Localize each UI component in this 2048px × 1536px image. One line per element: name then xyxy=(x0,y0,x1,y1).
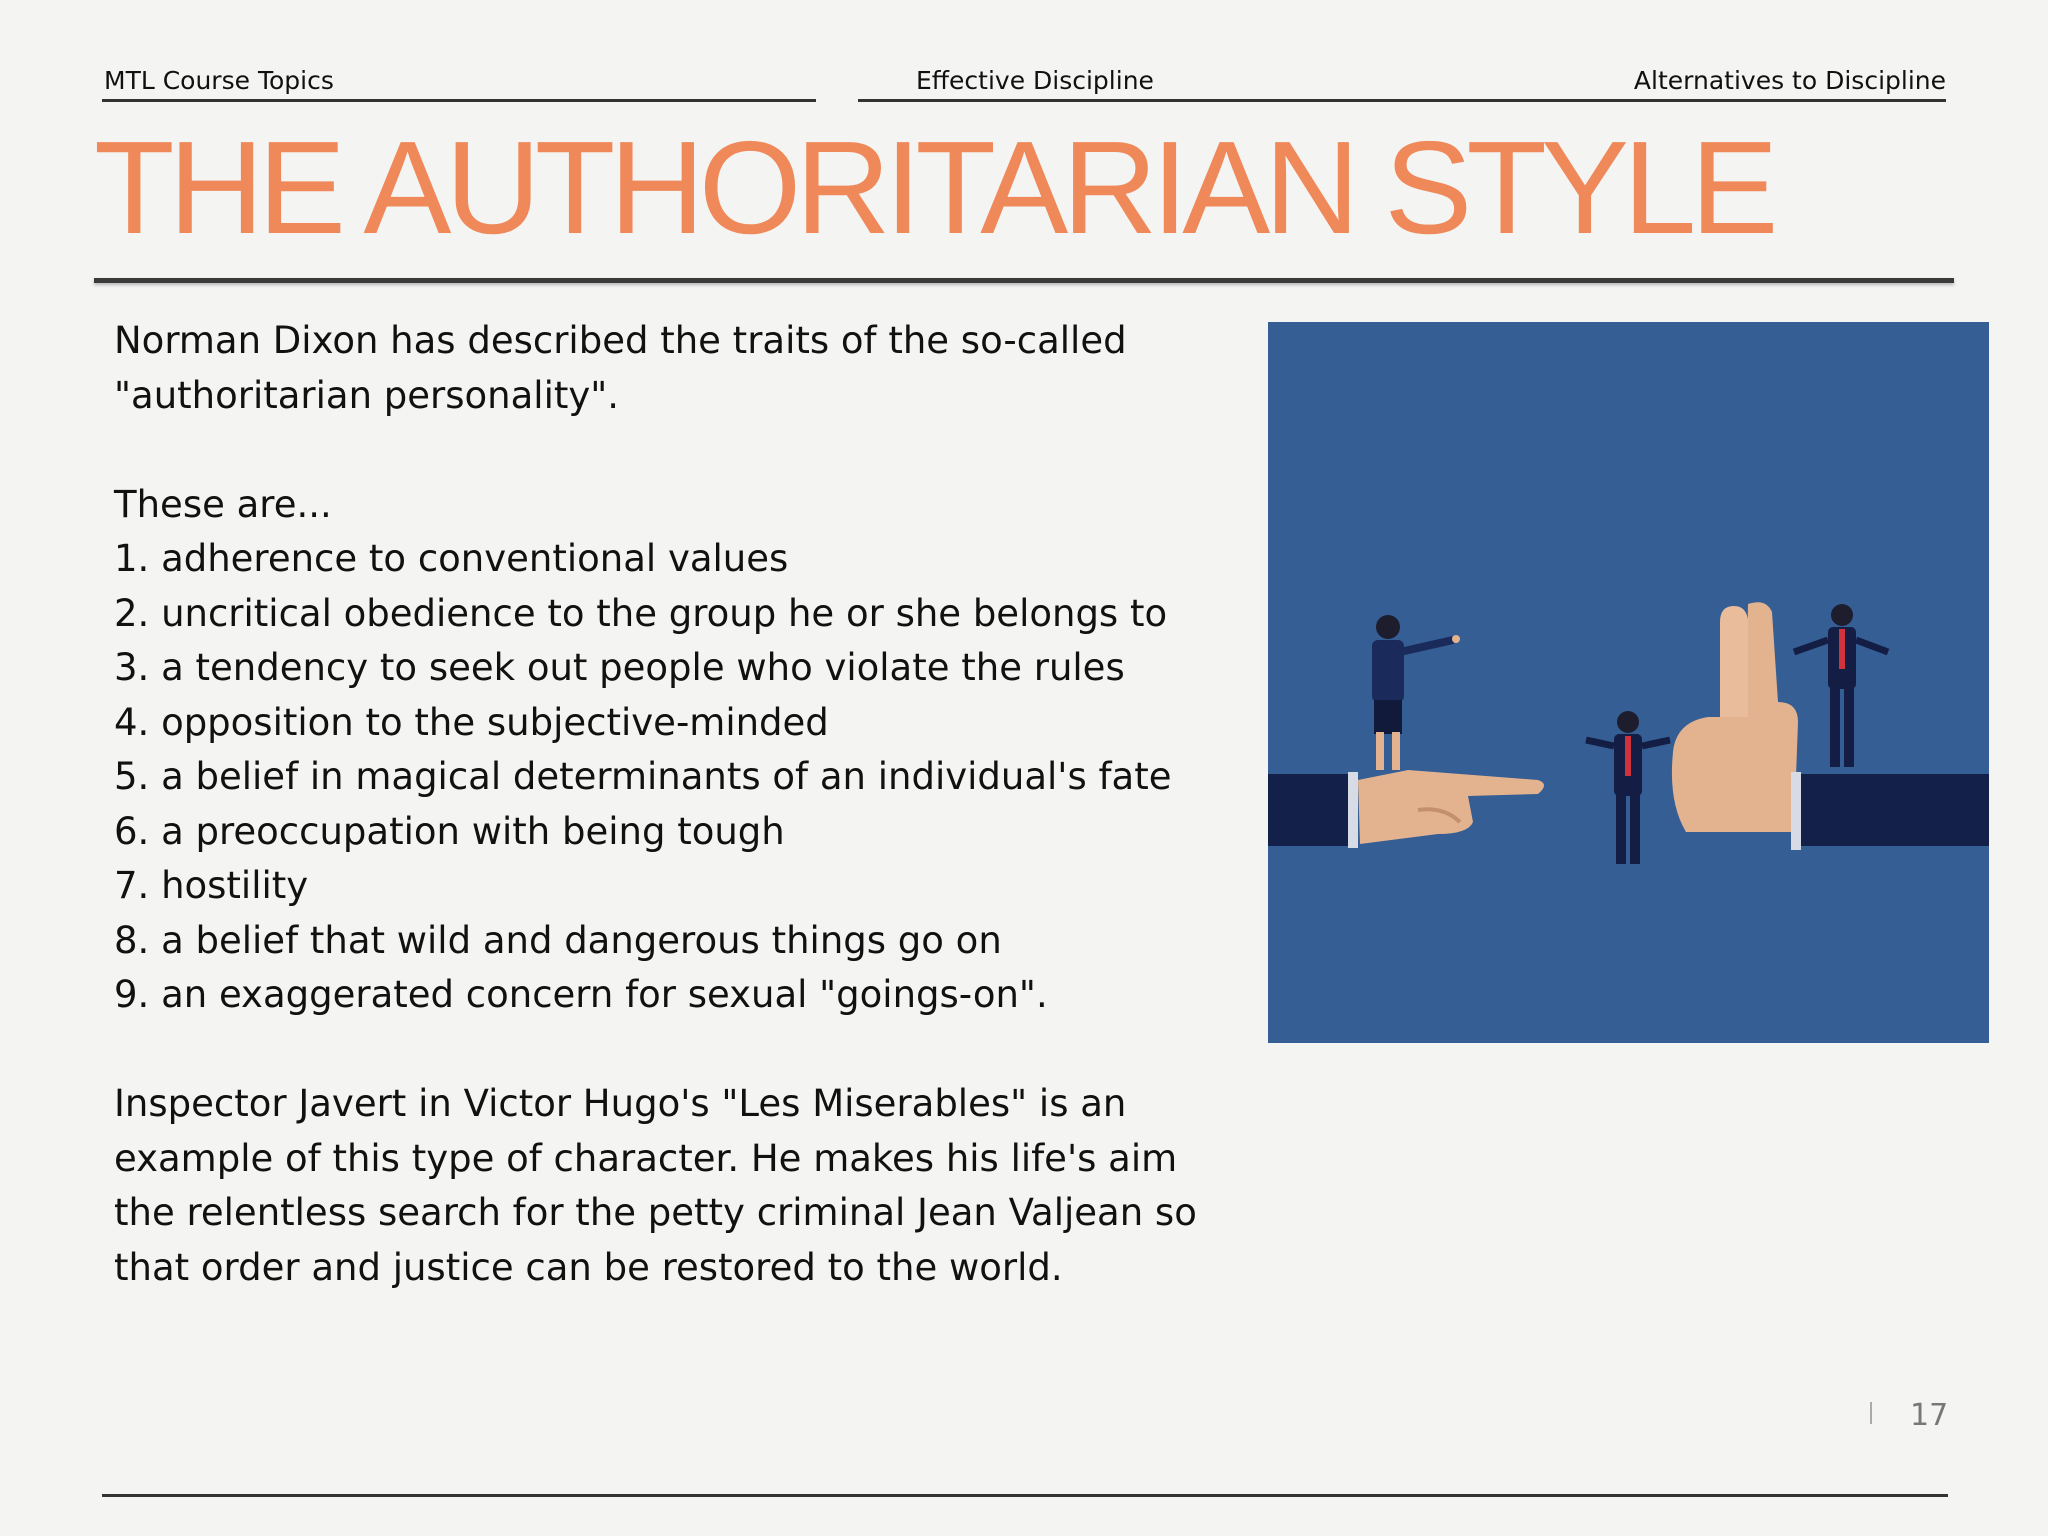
nav-mtl-course-topics[interactable] xyxy=(102,62,816,102)
man-figure-icon xyxy=(1586,711,1670,864)
list-lead: These are... xyxy=(114,482,332,526)
nav-alternatives-to-discipline[interactable]: Alternatives to Discipline xyxy=(1633,66,1946,95)
trait-item: 8. a belief that wild and dangerous things go on xyxy=(114,918,1002,962)
trait-item: 5. a belief in magical determinants of an individual's fate xyxy=(114,755,1172,798)
trait-item: 7. hostility xyxy=(114,864,309,907)
closing-line: the relentless search for the petty criminal Jean Valjean so xyxy=(114,1191,1197,1234)
page-number-separator xyxy=(1870,1402,1872,1424)
page-number: 17 xyxy=(1910,1398,1949,1433)
authority-illustration xyxy=(1268,322,1989,1043)
intro-line: Norman Dixon has described the traits of the so-called xyxy=(114,319,1127,362)
trait-item: 2. uncritical obedience to the group he or she belongs to xyxy=(114,591,1168,635)
closing-line: that order and justice can be restored to the world. xyxy=(114,1245,1063,1289)
trait-item: 9. an exaggerated concern for sexual "goings-on". xyxy=(114,973,1048,1016)
nav-label: MTL Course Topics xyxy=(104,66,334,95)
pointing-hand-icon xyxy=(1268,770,1544,848)
closing-line: Inspector Javert in Victor Hugo's "Les Miserables" is an xyxy=(114,1082,1127,1125)
slide-title: THE AUTHORITARIAN STYLE xyxy=(94,114,1773,261)
nav-label: Effective Discipline xyxy=(916,66,1154,95)
title-divider xyxy=(94,278,1954,283)
man-figure-icon xyxy=(1794,604,1888,767)
woman-figure-icon xyxy=(1372,615,1460,770)
trait-item: 3. a tendency to seek out people who violate the rules xyxy=(114,646,1125,689)
intro-line: "authoritarian personality". xyxy=(114,373,620,417)
closing-line: example of this type of character. He makes his life's aim xyxy=(114,1136,1178,1180)
trait-item: 1. adherence to conventional values xyxy=(114,537,789,580)
body-text xyxy=(114,314,1234,1295)
footer-divider xyxy=(102,1494,1948,1497)
trait-item: 4. opposition to the subjective-minded xyxy=(114,700,829,744)
trait-item: 6. a preoccupation with being tough xyxy=(114,809,785,853)
